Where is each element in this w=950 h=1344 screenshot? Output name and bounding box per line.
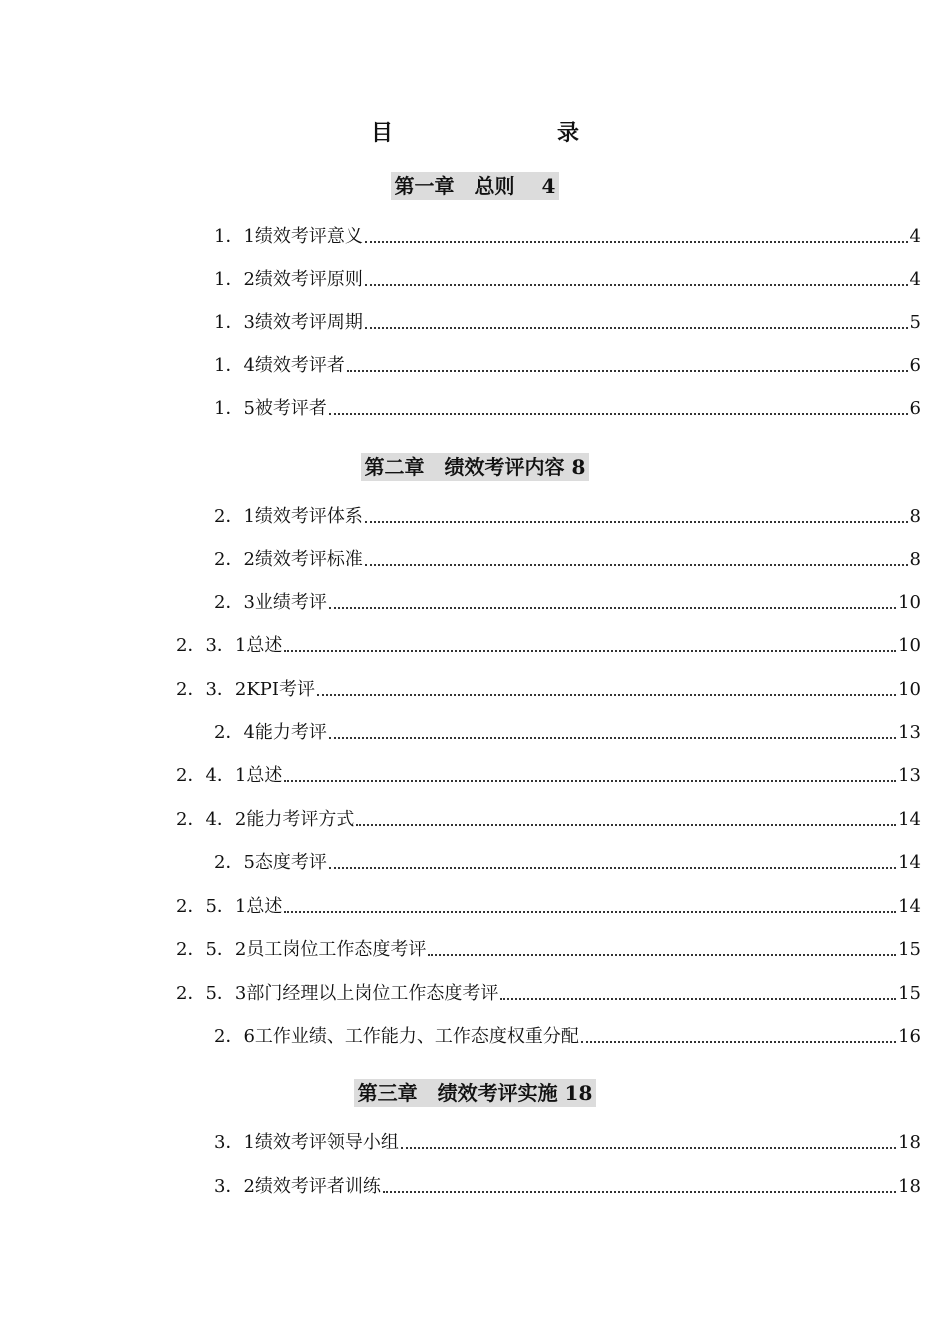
toc-entry-page: 16 [898,1026,921,1047]
toc-entry-page: 10 [898,592,921,613]
toc-entry[interactable] [214,1130,921,1156]
toc-entry-label: 2．4．2能力考评方式 [176,809,355,830]
toc-entry[interactable] [176,633,921,659]
toc-entry-page: 8 [909,549,921,570]
toc-entry-label: 2．5．2员工岗位工作态度考评 [176,939,427,960]
toc-entry[interactable] [176,894,921,920]
toc-entry-label: 1．4绩效考评者 [214,355,345,376]
dot-leader [347,370,908,372]
toc-entry-page: 18 [898,1132,921,1153]
dot-leader [365,564,908,566]
toc-entry-page: 18 [898,1176,921,1197]
toc-entry-page: 14 [898,896,921,917]
chapter-1-label: 第一章 总则 4 [391,172,560,200]
dot-leader [365,241,908,243]
toc-entry[interactable] [214,267,921,293]
toc-entry-label: 2．3．2KPI考评 [176,679,316,700]
dot-leader [329,413,908,415]
toc-entry-page: 15 [898,939,921,960]
toc-entry[interactable] [214,1024,921,1050]
toc-entry-page: 14 [898,852,921,873]
toc-entry-page: 6 [909,355,921,376]
dot-leader [329,867,896,869]
toc-entry-page: 10 [898,635,921,656]
toc-entry[interactable] [214,396,921,422]
toc-entry-label: 1．2绩效考评原则 [214,269,363,290]
dot-leader [401,1147,896,1149]
toc-entry[interactable] [214,547,921,573]
dot-leader [284,650,896,652]
toc-entry-label: 2．4．1总述 [176,765,283,786]
toc-entry-label: 2．4能力考评 [214,722,327,743]
toc-entry[interactable] [214,720,921,746]
toc-entry-label: 2．2绩效考评标准 [214,549,363,570]
dot-leader [365,284,908,286]
toc-title: 目 录 [370,120,619,146]
toc-entry-page: 5 [909,312,921,333]
toc-entry[interactable] [214,590,921,616]
toc-entry-label: 2．1绩效考评体系 [214,506,363,527]
toc-entry-label: 2．3业绩考评 [214,592,327,613]
toc-entry[interactable] [176,807,921,833]
toc-entry-label: 2．5态度考评 [214,852,327,873]
dot-leader [329,607,896,609]
dot-leader [317,694,896,696]
dot-leader [383,1191,896,1193]
toc-entry[interactable] [214,1174,921,1200]
toc-entry-page: 13 [898,765,921,786]
toc-entry-label: 1．1绩效考评意义 [214,226,363,247]
toc-entry[interactable] [214,850,921,876]
dot-leader [428,954,896,956]
toc-entry-page: 8 [909,506,921,527]
dot-leader [581,1041,896,1043]
dot-leader [500,998,896,1000]
chapter-3-heading[interactable] [0,1077,950,1106]
dot-leader [284,911,896,913]
dot-leader [329,737,896,739]
toc-entry[interactable] [176,937,921,963]
toc-entry[interactable] [214,224,921,250]
toc-entry-page: 15 [898,983,921,1004]
dot-leader [365,327,908,329]
toc-entry-label: 1．3绩效考评周期 [214,312,363,333]
chapter-1-heading[interactable] [0,170,950,199]
toc-entry-label: 1．5被考评者 [214,398,327,419]
toc-entry-page: 14 [898,809,921,830]
toc-entry-label: 2．5．1总述 [176,896,283,917]
toc-entry[interactable] [214,353,921,379]
toc-entry-page: 4 [909,269,921,290]
toc-entry[interactable] [214,504,921,530]
chapter-3-label: 第三章 绩效考评实施 18 [354,1079,597,1107]
toc-entry-page: 13 [898,722,921,743]
toc-entry[interactable] [176,763,921,789]
chapter-2-label: 第二章 绩效考评内容 8 [361,453,590,481]
toc-entry-page: 10 [898,679,921,700]
chapter-2-heading[interactable] [0,451,950,480]
toc-entry-label: 2．5．3部门经理以上岗位工作态度考评 [176,983,499,1004]
toc-entry[interactable] [214,310,921,336]
dot-leader [284,780,896,782]
toc-entry-label: 2．3．1总述 [176,635,283,656]
dot-leader [356,824,896,826]
toc-entry-label: 3．2绩效考评者训练 [214,1176,381,1197]
toc-entry[interactable] [176,981,921,1007]
dot-leader [365,521,908,523]
toc-entry-page: 4 [909,226,921,247]
toc-entry-label: 3．1绩效考评领导小组 [214,1132,399,1153]
toc-entry-label: 2．6工作业绩、工作能力、工作态度权重分配 [214,1026,579,1047]
toc-entry-page: 6 [909,398,921,419]
toc-entry[interactable] [176,677,921,703]
